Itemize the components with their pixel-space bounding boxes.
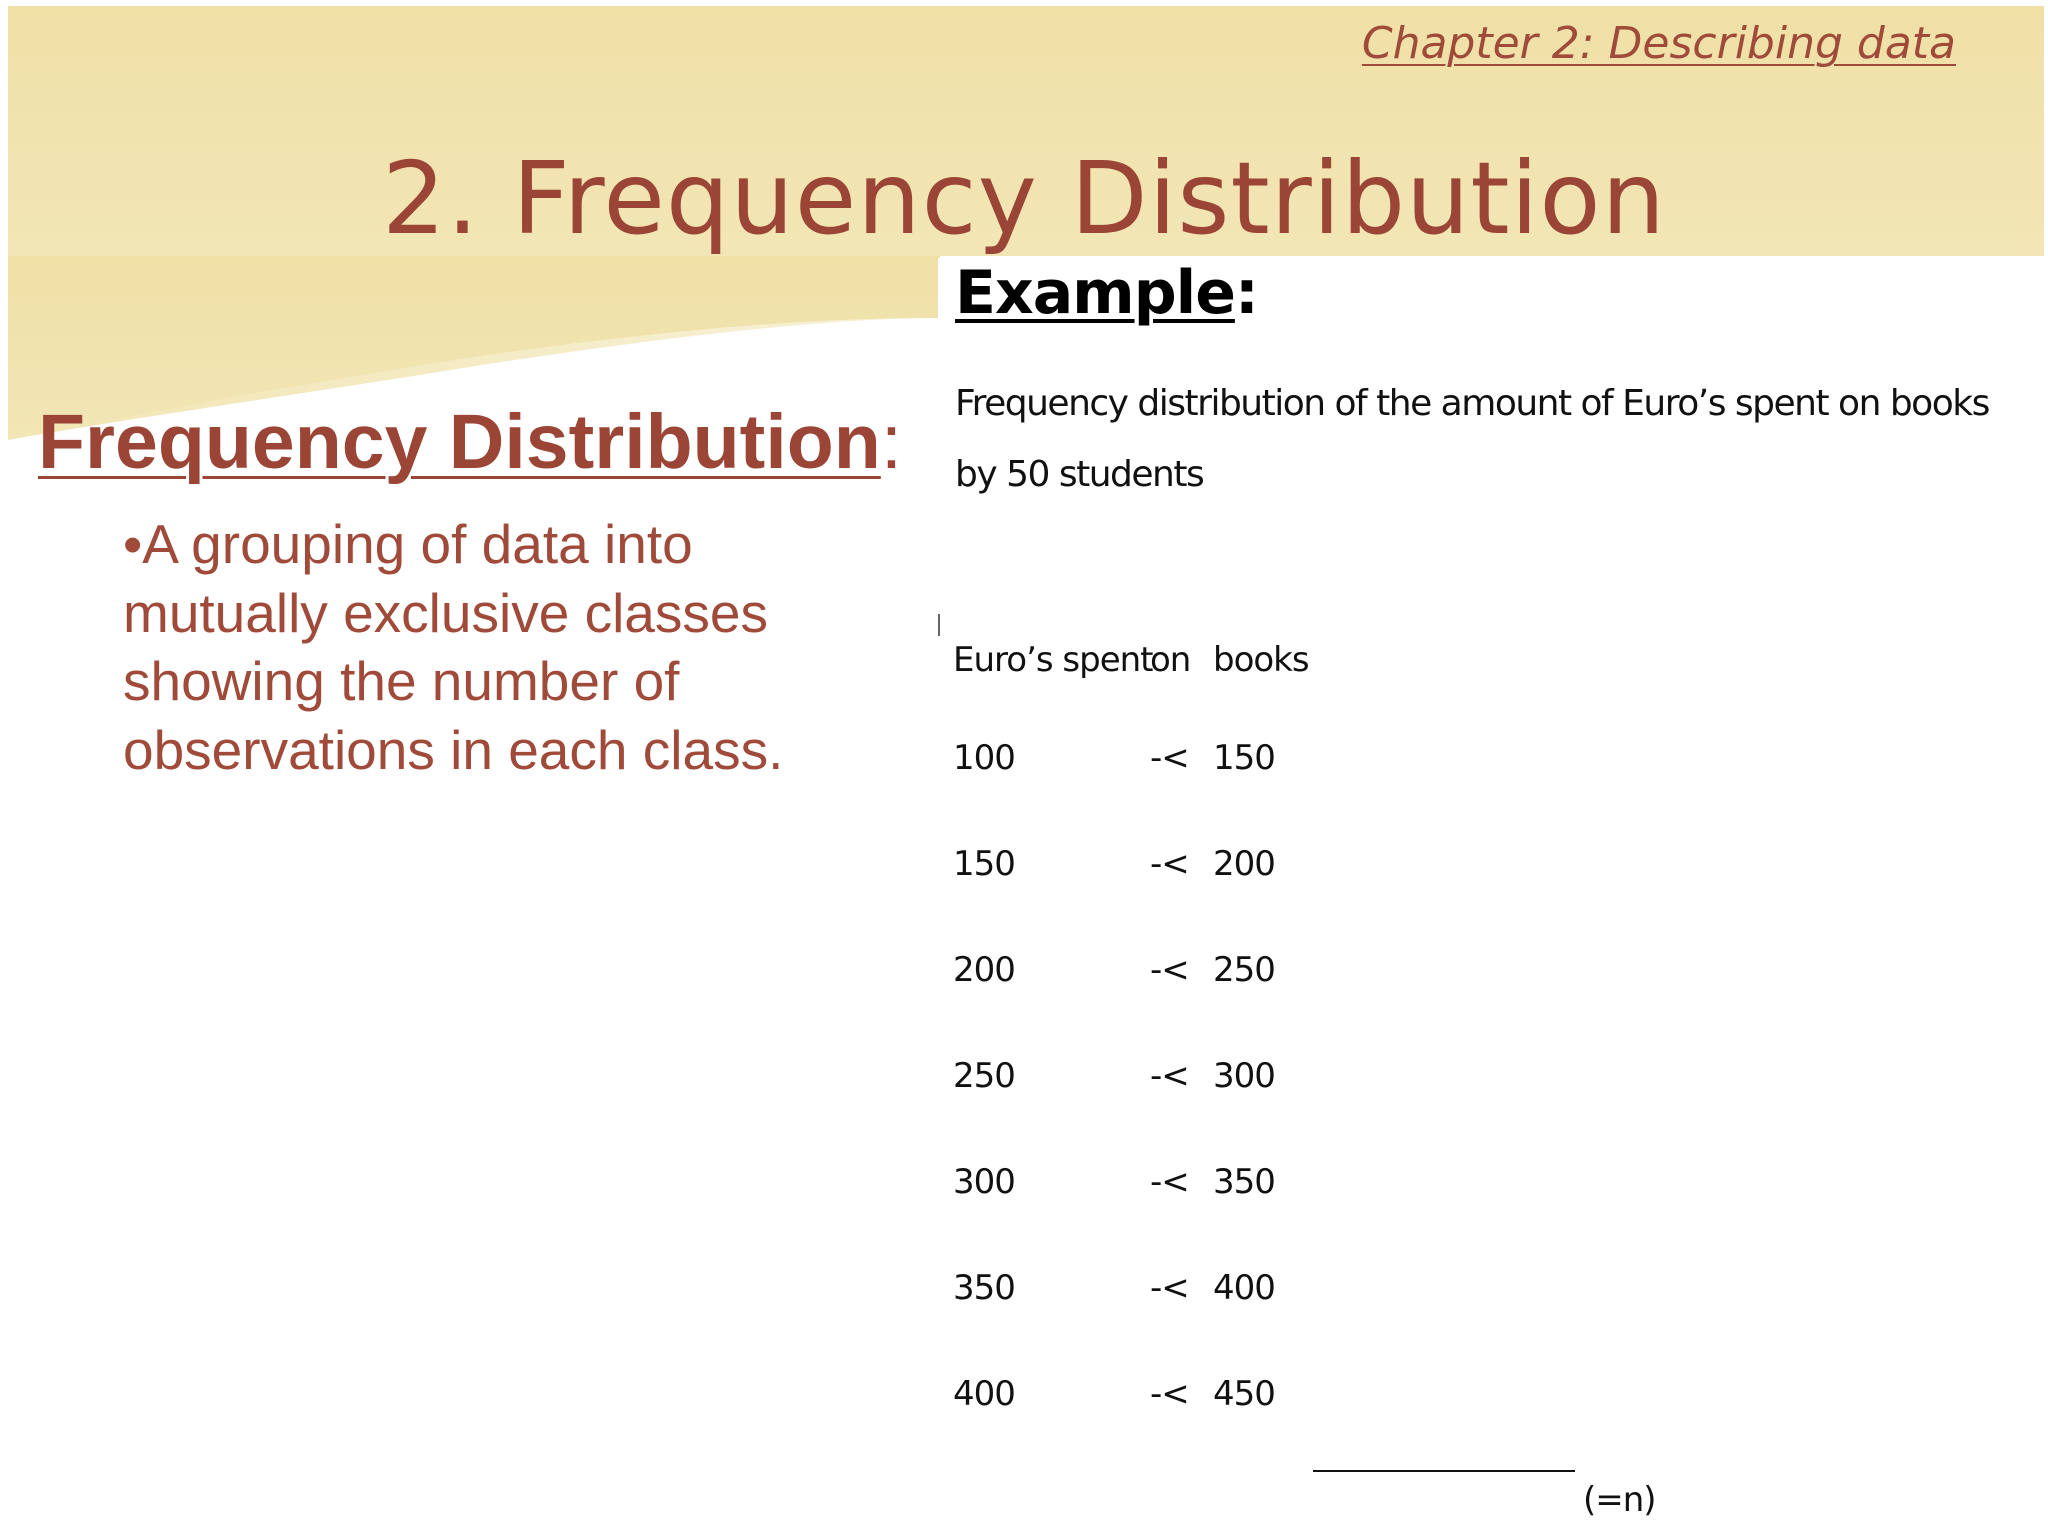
example-label-text: Example (955, 258, 1235, 328)
table-cell-upper: 300 (1213, 1056, 1275, 1096)
table-cell-lower: 200 (953, 950, 1015, 990)
table-cell-lower: 300 (953, 1162, 1015, 1202)
definition-heading-text: Frequency Distribution (38, 399, 881, 485)
definition-heading-colon: : (880, 399, 903, 485)
example-label-colon: : (1234, 258, 1258, 328)
definition-heading (38, 398, 902, 487)
table-cell-upper: 250 (1213, 950, 1275, 990)
table-cell-lower: 100 (953, 738, 1015, 778)
table-header-books: books (1213, 640, 1309, 680)
example-label (955, 258, 1258, 328)
table-cell-upper: 450 (1213, 1374, 1275, 1414)
table-cell-operator: -< (1150, 844, 1189, 884)
table-cell-upper: 400 (1213, 1268, 1275, 1308)
table-cell-operator: -< (1150, 950, 1189, 990)
table-cell-lower: 250 (953, 1056, 1015, 1096)
table-cell-operator: -< (1150, 1056, 1189, 1096)
table-cell-operator: -< (1150, 1374, 1189, 1414)
table-header-euros-spent: Euro’s spent (953, 640, 1153, 680)
example-caption (955, 368, 2045, 510)
table-cell-operator: -< (1150, 1162, 1189, 1202)
table-cell-operator: -< (1150, 738, 1189, 778)
table-total-note: (=n) (1583, 1480, 1656, 1520)
table-cell-upper: 150 (1213, 738, 1275, 778)
table-cell-operator: -< (1150, 1268, 1189, 1308)
definition-bullet: •A grouping of data into mutually exclusive classes showing the number of observations in each class. (123, 513, 784, 781)
slide-title: 2. Frequency Distribution (382, 140, 1666, 257)
table-cell-lower: 350 (953, 1268, 1015, 1308)
example-caption-line1: Frequency distribution of the amount of Euro’s spent on books (955, 383, 1989, 424)
table-cell-lower: 150 (953, 844, 1015, 884)
table-cell-upper: 200 (1213, 844, 1275, 884)
total-rule (1313, 1470, 1575, 1472)
table-header-on: on (1150, 640, 1191, 680)
table-cell-lower: 400 (953, 1374, 1015, 1414)
table-cell-upper: 350 (1213, 1162, 1275, 1202)
cursor-mark (938, 614, 940, 636)
example-caption-line2: by 50 students (955, 454, 1204, 495)
chapter-label: Chapter 2: Describing data (1361, 18, 1956, 69)
